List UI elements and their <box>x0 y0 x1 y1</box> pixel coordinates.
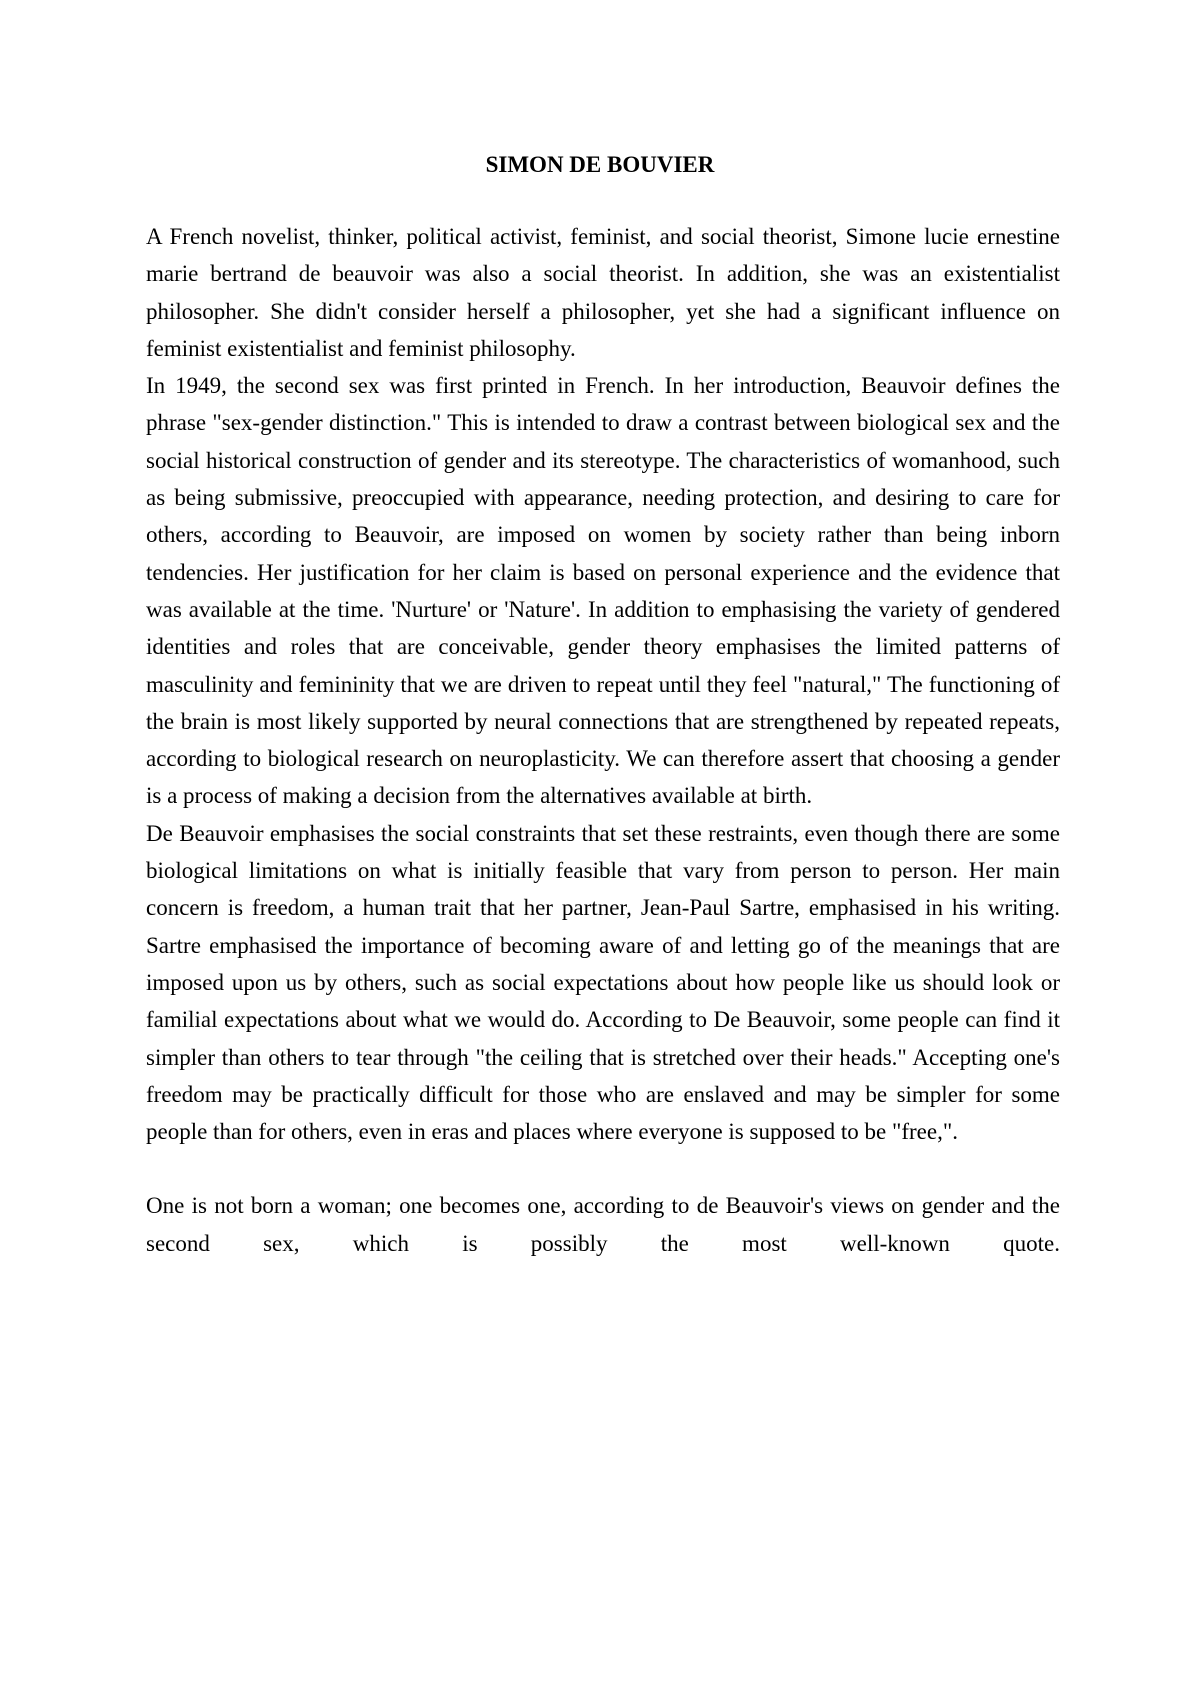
paragraph-freedom: De Beauvoir emphasises the social constraints that set these restraints, even though there are some biological limitations on what is initially feasible that vary from person to person. Her main concern is freedom, a human trait that her partner, Jean-Paul Sartre, emphasised in his writing. Sartre emphasised the importance of becoming aware of and letting go of the meanings that are imposed upon us by others, such as social expectations about how people like us should look or familial expectations about what we would do. According to De Beauvoir, some people can find it simpler than others to tear through "the ceiling that is stretched over their heads." Accepting one's freedom may be practically difficult for those who are enslaved and may be simpler for some people than for others, even in eras and places where everyone is supposed to be "free,". <box>146 820 1060 1145</box>
paragraph-second-sex: In 1949, the second sex was first printed in French. In her introduction, Beauvoir defines the phrase "sex-gender distinction." This is intended to draw a contrast between biological sex and the social historical construction of gender and its stereotype. The characteristics of womanhood, such as being submissive, preoccupied with appearance, needing protection, and desiring to care for others, according to Beauvoir, are imposed on women by society rather than being inborn tendencies. Her justification for her claim is based on personal experience and the evidence that was available at the time. 'Nurture' or 'Nature'. In addition to emphasising the variety of gendered identities and roles that are conceivable, gender theory emphasises the limited patterns of masculinity and femininity that we are driven to repeat until they feel "natural," The functioning of the brain is most likely supported by neural connections that are strengthened by repeated repeats, according to biological research on neuroplasticity. We can therefore assert that choosing a gender is a process of making a decision from the alternatives available at birth. <box>146 373 1060 809</box>
paragraph-quote: One is not born a woman; one becomes one, according to de Beauvoir's views on gender and the second sex, which is possibly the most well-known quote. <box>146 1193 1060 1256</box>
document-body <box>146 218 1060 1262</box>
paragraph-intro: A French novelist, thinker, political activist, feminist, and social theorist, Simone lucie ernestine marie bertrand de beauvoir was also a social theorist. In addition, she was an existentialist philosopher. She didn't consider herself a philosopher, yet she had a significant influence on feminist existentialist and feminist philosophy. <box>146 224 1060 361</box>
paragraph-spacer <box>146 1150 1060 1187</box>
document-title: SIMON DE BOUVIER <box>485 152 715 177</box>
